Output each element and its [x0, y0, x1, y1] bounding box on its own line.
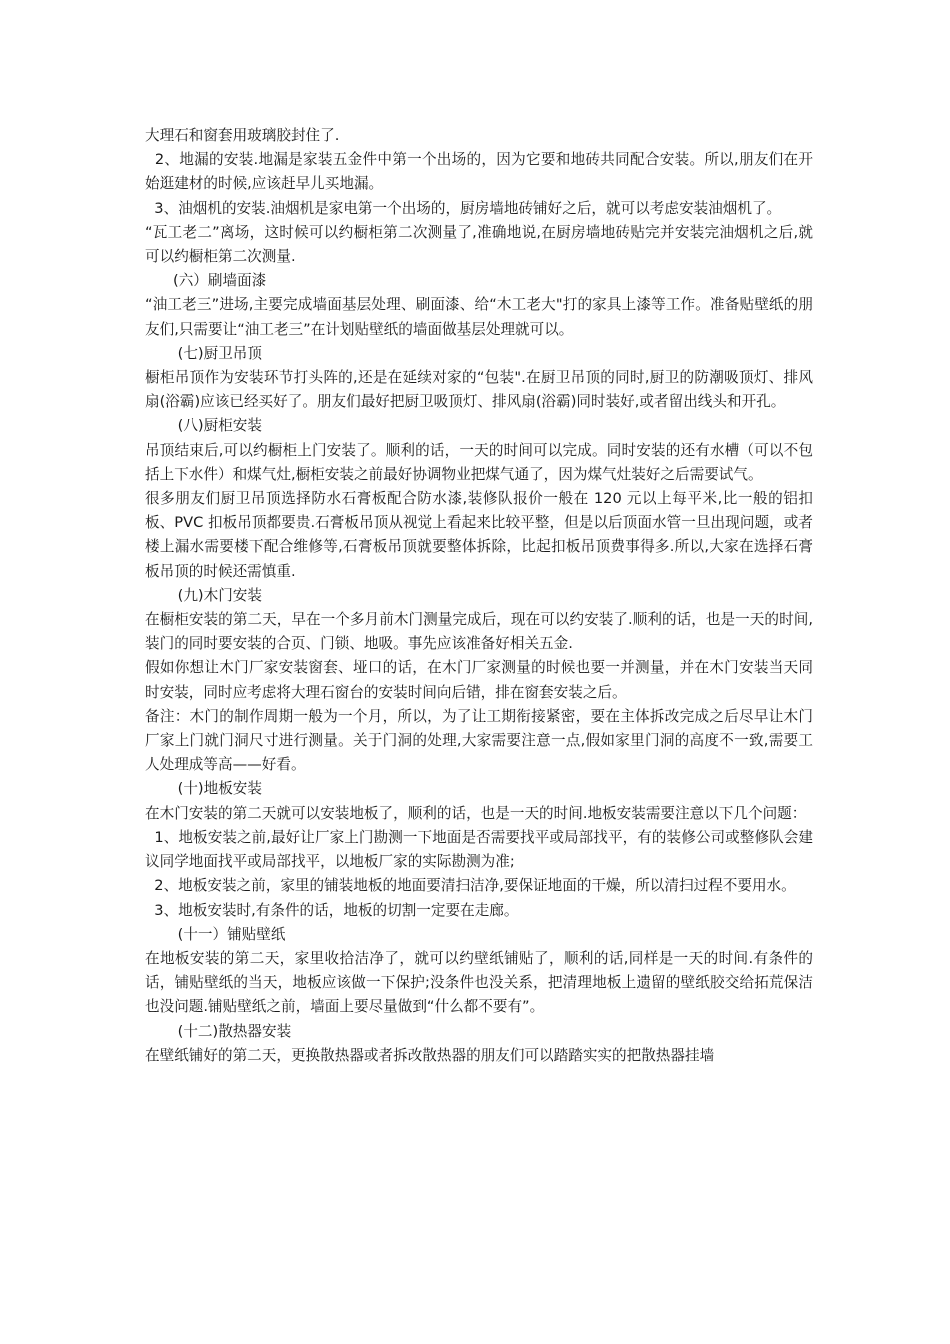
paragraph: 2、地板安装之前，家里的铺装地板的地面要清扫洁净,要保证地面的干燥，所以清扫过程不要用水。 [145, 877, 796, 895]
paragraph: 吊顶结束后,可以约橱柜上门安装了。顺利的话，一天的时间可以完成。同时安装的还有水槽（可以不包括上下水件）和煤气灶,橱柜安装之前最好协调物业把煤气通了，因为煤气灶装好之后需要试气。 [145, 441, 813, 483]
section-heading: (七)厨卫吊顶 [173, 344, 262, 362]
paragraph: 3、油烟机的安装.油烟机是家电第一个出场的，厨房墙地砖铺好之后，就可以考虑安装油烟机了。 [145, 199, 782, 217]
paragraph: 备注：木门的制作周期一般为一个月，所以，为了让工期衔接紧密，要在主体拆改完成之后尽早让木门厂家上门就门洞尺寸进行测量。关于门洞的处理,大家需要注意一点,假如家里门洞的高度不一致,需要工人处理成等高——好看。 [145, 707, 813, 774]
paragraph: 橱柜吊顶作为安装环节打头阵的,还是在延续对家的“包装".在厨卫吊顶的同时,厨卫的防潮吸顶灯、排风扇(浴霸)应该已经买好了。朋友们最好把厨卫吸顶灯、排风扇(浴霸)同时装好,或者留出线头和开孔。 [145, 369, 813, 411]
document-body [145, 124, 813, 1068]
paragraph: 在壁纸铺好的第二天，更换散热器或者拆改散热器的朋友们可以踏踏实实的把散热器挂墙 [145, 1046, 715, 1064]
section-heading: (九)木门安装 [173, 586, 262, 604]
section-heading: (十二)散热器安装 [173, 1022, 292, 1040]
section-heading: (六）刷墙面漆 [173, 272, 267, 290]
paragraph: 大理石和窗套用玻璃胶封住了. [145, 127, 340, 144]
section-heading: (八)厨柜安装 [173, 417, 262, 435]
section-heading: (十一）铺贴壁纸 [173, 925, 286, 943]
paragraph: 1、地板安装之前,最好让厂家上门勘测一下地面是否需要找平或局部找平，有的装修公司或整修队会建议同学地面找平或局部找平，以地板厂家的实际勘测为准; [145, 828, 814, 871]
paragraph: 很多朋友们厨卫吊顶选择防水石膏板配合防水漆,装修队报价一般在 120 元以上每平米,比一般的铝扣板、PVC 扣板吊顶都要贵.石膏板吊顶从视觉上看起来比较平整，但是以后顶面水管一旦出现问题，或者楼上漏水需要楼下配合维修等,石膏板吊顶就要整体拆除，比起扣板吊顶费事得多.所以,大家在选择石膏板吊顶的时候还需慎重. [145, 490, 813, 580]
paragraph: 在橱柜安装的第二天，早在一个多月前木门测量完成后，现在可以约安装了.顺利的话，也是一天的时间,装门的同时要安装的合页、门锁、地吸。事先应该准备好相关五金. [145, 611, 813, 653]
paragraph: 在木门安装的第二天就可以安装地板了，顺利的话，也是一天的时间.地板安装需要注意以下几个问题： [145, 804, 807, 822]
paragraph: 假如你想让木门厂家安装窗套、垭口的话，在木门厂家测量的时候也要一并测量，并在木门安装当天同时安装，同时应考虑将大理石窗台的安装时间向后错，排在窗套安装之后。 [145, 659, 813, 701]
paragraph: 3、地板安装时,有条件的话，地板的切割一定要在走廊。 [145, 901, 519, 919]
paragraph: “瓦工老二”离场，这时候可以约橱柜第二次测量了,准确地说,在厨房墙地砖贴完并安装完油烟机之后,就可以约橱柜第二次测量. [145, 223, 813, 266]
section-heading: (十)地板安装 [173, 780, 262, 798]
paragraph: “油工老三”进场,主要完成墙面基层处理、刷面漆、给“木工老大"打的家具上漆等工作。准备贴壁纸的朋友们,只需要让“油工老三”在计划贴壁纸的墙面做基层处理就可以。 [145, 296, 813, 338]
paragraph: 在地板安装的第二天，家里收拾洁净了，就可以约壁纸铺贴了，顺利的话,同样是一天的时间.有条件的话，铺贴壁纸的当天，地板应该做一下保护;没条件也没关系，把清理地板上遗留的壁纸胶交给拓荒保洁也没问题.铺贴壁纸之前，墙面上要尽量做到“什么都不要有”。 [145, 949, 813, 1016]
paragraph: 2、地漏的安装.地漏是家装五金件中第一个出场的，因为它要和地砖共同配合安装。所以,朋友们在开始逛建材的时候,应该赶早儿买地漏。 [145, 151, 813, 193]
